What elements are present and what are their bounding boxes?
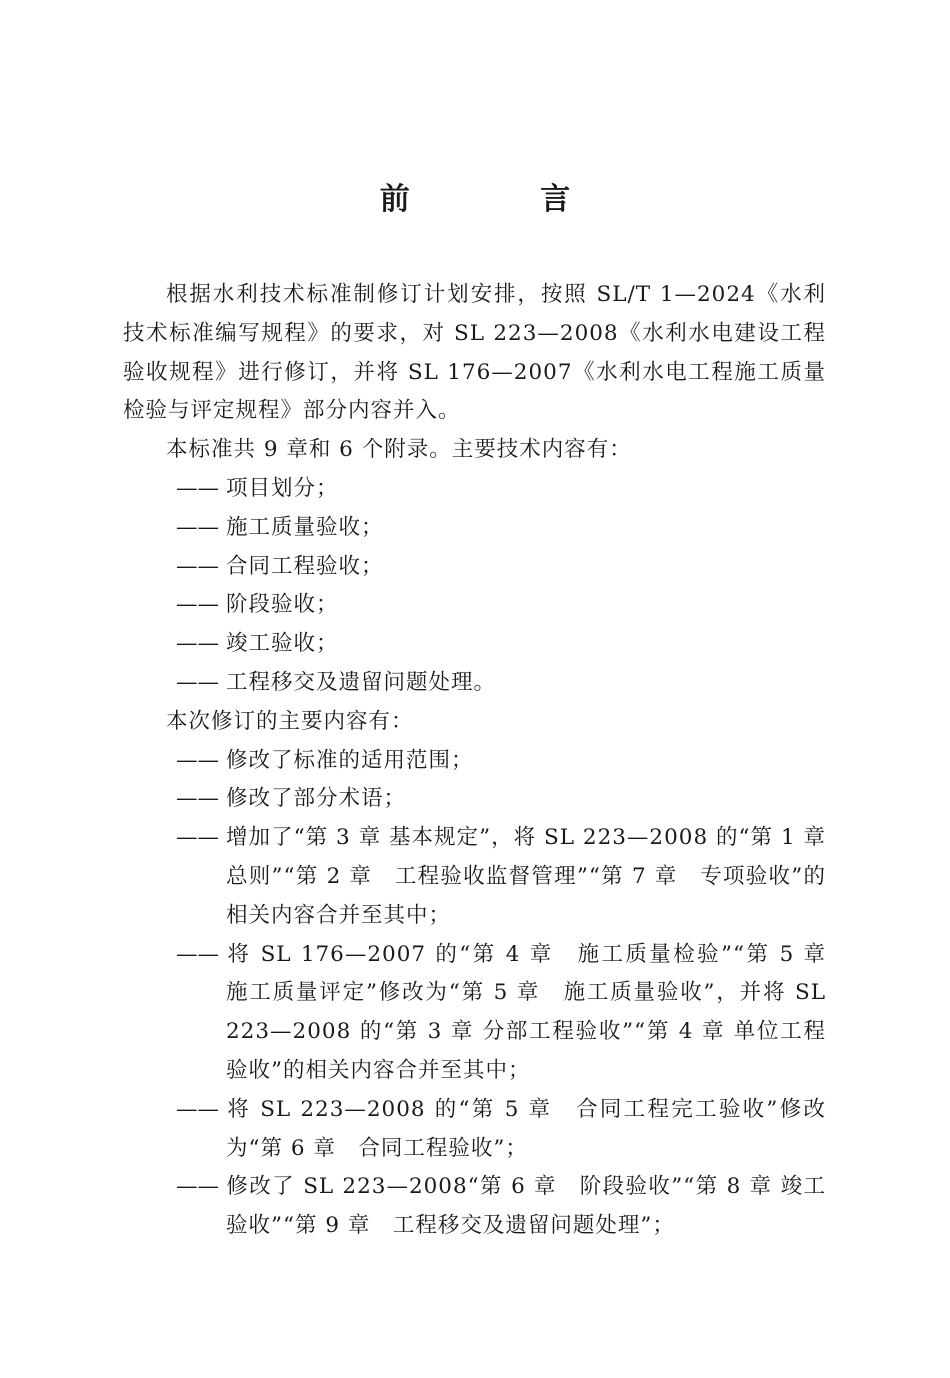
list-item (123, 664, 826, 703)
dash-marker: —— (176, 631, 219, 657)
dash-marker: —— (176, 747, 219, 773)
list-item-text: 修改了 SL 223—2008“第 6 章 阶段验收”“第 8 章 竣工验收”“第 9 章 工程移交及遗留问题处理”； (226, 1174, 826, 1239)
list-item (123, 819, 849, 935)
dash-marker: —— (176, 786, 219, 812)
scope-paragraph: 本标准共 9 章和 6 个附录。主要技术内容有： (166, 437, 632, 463)
page-title: 前 言 (379, 182, 631, 217)
list-item (123, 1168, 826, 1246)
dash-marker: —— (176, 669, 219, 695)
document-body (123, 276, 849, 1246)
list-item-text: 修改了标准的适用范围； (226, 747, 474, 773)
list-item-text: 修改了部分术语； (226, 786, 407, 812)
dash-marker: —— (176, 553, 219, 579)
list-item-text: 阶段验收； (226, 592, 339, 618)
dash-marker: —— (176, 825, 219, 851)
list-item-text: 工程移交及遗留问题处理。 (226, 669, 497, 695)
dash-marker: —— (176, 514, 219, 540)
revision-items-list (123, 742, 849, 1246)
list-item (123, 548, 826, 587)
list-item (123, 625, 826, 664)
dash-marker: —— (176, 1174, 219, 1200)
list-item-text: 将 SL 176—2007 的“第 4 章 施工质量检验”“第 5 章 施工质量评定”修改为“第 5 章 施工质量验收”，并将 SL 223—2008 的“第 3 章 分部工程验收”“第 4 章 单位工程验收”的相关内容合并至其中； (226, 941, 849, 1083)
list-item-text: 增加了“第 3 章 基本规定”，将 SL 223—2008 的“第 1 章 总则”“第 2 章 工程验收监督管理”“第 7 章 专项验收”的相关内容合并至其中； (226, 825, 849, 928)
list-item (123, 509, 826, 548)
dash-marker: —— (176, 592, 219, 618)
list-item-text: 将 SL 223—2008 的“第 5 章 合同工程完工验收”修改为“第 6 章 合同工程验收”； (226, 1096, 826, 1161)
list-item-text: 竣工验收； (226, 631, 339, 657)
technical-contents-list (123, 470, 826, 703)
dash-marker: —— (176, 941, 219, 967)
dash-marker: —— (176, 475, 219, 501)
list-item (123, 1091, 826, 1169)
dash-marker: —— (176, 1096, 219, 1122)
list-item-text: 项目划分； (226, 475, 339, 501)
list-item-text: 施工质量验收； (226, 514, 384, 540)
list-item-text: 合同工程验收； (226, 553, 384, 579)
list-item (123, 742, 826, 781)
intro-paragraph: 根据水利技术标准制修订计划安排，按照 SL/T 1—2024《水利技术标准编写规程》的要求，对 SL 223—2008《水利水电建设工程验收规程》进行修订，并将 SL 176—2007《水利水电工程施工质量检验与评定规程》部分内容并入。 (123, 282, 826, 424)
list-item (123, 470, 826, 509)
revision-paragraph: 本次修订的主要内容有： (166, 708, 414, 734)
list-item (123, 586, 826, 625)
list-item (123, 780, 826, 819)
list-item (123, 936, 849, 1091)
